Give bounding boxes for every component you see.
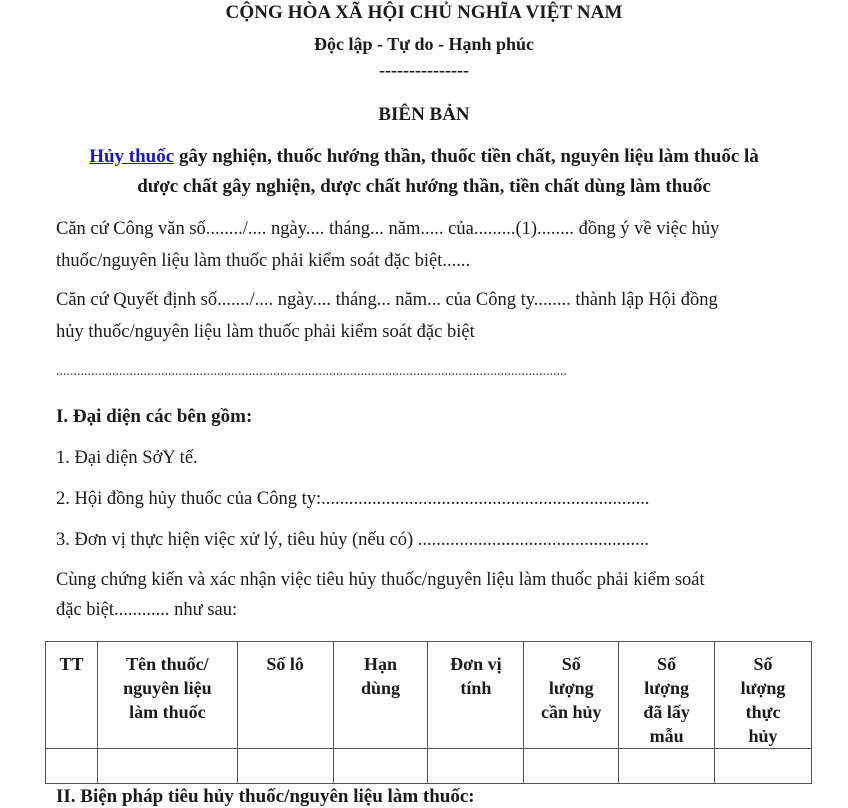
national-motto: Độc lập - Tự do - Hạnh phúc	[313, 34, 535, 54]
column-header-drug-name: Tên thuốc/ nguyên liệu làm thuốc	[97, 642, 237, 749]
document-subtitle-line-1	[0, 146, 848, 168]
witness-statement-line-2: đặc biệt............ như sau:	[56, 600, 238, 620]
destruction-table	[45, 641, 812, 784]
section-2-heading-partial: II. Biện pháp tiêu hủy thuốc/nguyên liệu làm thuốc:	[56, 786, 475, 807]
column-header-unit: Đơn vị tính	[428, 642, 524, 749]
representative-item-1: 1. Đại diện SởY tế.	[56, 448, 198, 468]
basis-decision-line-2: hủy thuốc/nguyên liệu làm thuốc phải kiểm soát đặc biệt	[56, 322, 475, 342]
subtitle-line-1-text: gây nghiện, thuốc hướng thần, thuốc tiền chất, nguyên liệu làm thuốc là	[174, 146, 759, 167]
column-header-expiry: Hạn dùng	[333, 642, 428, 749]
section-1-heading: I. Đại diện các bên gồm:	[56, 406, 253, 427]
table-cell	[619, 749, 715, 784]
basis-official-letter-line-1: Căn cứ Công văn số......../.... ngày.... tháng... năm..... của.........(1)........ đồng ý về việc hủy	[56, 219, 720, 239]
table-header-row	[46, 642, 812, 749]
nation-heading: CỘNG HÒA XÃ HỘI CHỦ NGHĨA VIỆT NAM	[225, 2, 623, 23]
table-cell	[333, 749, 428, 784]
column-header-quantity-destroyed: Số lượng thực hủy	[715, 642, 812, 749]
huy-thuoc-link[interactable]: Hủy thuốc	[89, 146, 175, 167]
basis-decision-line-1: Căn cứ Quyết định số......./.... ngày.... tháng... năm... của Công ty........ thành lập Hội đồng	[56, 290, 718, 310]
header-separator: ---------------	[379, 60, 469, 80]
column-header-quantity-to-destroy: Số lượng cần hủy	[524, 642, 619, 749]
blank-fill-line: ..................................................................................................................................................	[56, 364, 567, 379]
table-cell	[524, 749, 619, 784]
table-cell	[237, 749, 333, 784]
basis-official-letter-line-2: thuốc/nguyên liệu làm thuốc phải kiểm soát đặc biệt......	[56, 251, 471, 271]
table-row	[46, 749, 812, 784]
table-cell	[46, 749, 98, 784]
column-header-tt: TT	[46, 642, 98, 749]
document-subtitle-line-2: dược chất gây nghiện, dược chất hướng thần, tiền chất dùng làm thuốc	[137, 176, 711, 197]
column-header-batch-number: Số lô	[237, 642, 333, 749]
column-header-quantity-sampled: Số lượng đã lấy mẫu	[619, 642, 715, 749]
representative-item-3: 3. Đơn vị thực hiện việc xử lý, tiêu hủy (nếu có) ..................................................	[56, 530, 649, 550]
table-cell	[428, 749, 524, 784]
witness-statement-line-1: Cùng chứng kiến và xác nhận việc tiêu hủy thuốc/nguyên liệu làm thuốc phải kiểm soát	[56, 570, 705, 590]
document-title: BIÊN BẢN	[378, 104, 470, 125]
table-cell	[97, 749, 237, 784]
table-cell	[715, 749, 812, 784]
representative-item-2: 2. Hội đồng hủy thuốc của Công ty:.......................................................................	[56, 489, 650, 509]
